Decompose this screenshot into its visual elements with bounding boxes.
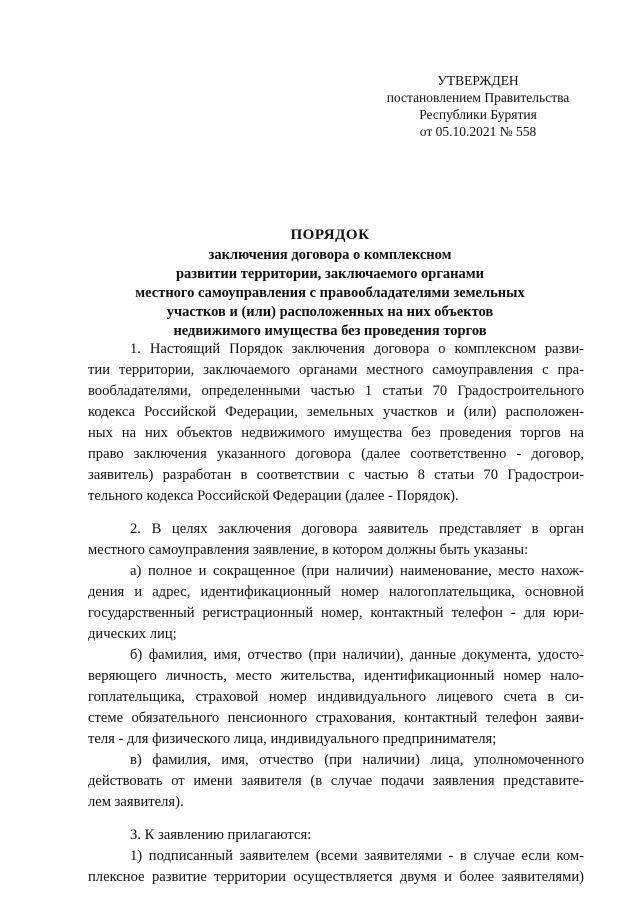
item-b-line: стеме обязательного пенсионного страхования, контактный телефон заяви- xyxy=(88,710,584,726)
approval-date-number: от 05.10.2021 № 558 xyxy=(419,124,537,139)
item-b-line: б) фамилия, имя, отчество (при наличии), данные документа, удосто- xyxy=(130,647,584,663)
title-line: недвижимого имущества без проведения торгов xyxy=(173,323,487,339)
paragraph-2-line: местного самоуправления заявление, в котором должны быть указаны: xyxy=(88,542,529,558)
item-b-line: гоплательщика, страховой номер индивидуального лицевого счета в си- xyxy=(88,689,584,705)
title-line: развитии территории, заключаемого органами xyxy=(175,266,484,282)
item-a-line: государственный регистрационный номер, контактный телефон - для юри- xyxy=(88,605,584,621)
item-1-line: плексное развитие территории осуществляется двумя и более заявителями) xyxy=(88,869,584,885)
paragraph-1-line: заявитель) разработан в соответствии с частью 8 статьи 70 Градострои- xyxy=(88,467,584,483)
approval-line: постановлением Правительства xyxy=(386,90,570,105)
item-1-line: 1) подписанный заявителем (всеми заявителями - в случае если ком- xyxy=(130,848,584,864)
paragraph-1-line: ных на них объектов недвижимого имущества без проведения торгов на xyxy=(88,425,584,441)
paragraph-1-line: 1. Настоящий Порядок заключения договора о комплексном разви- xyxy=(130,341,584,357)
paragraph-1-line: тельного кодекса Российской Федерации (далее - Порядок). xyxy=(88,488,459,504)
item-v-line: лем заявителя). xyxy=(88,794,184,810)
title-line: участков и (или) расположенных на них объектов xyxy=(166,304,494,320)
approval-line: Республики Бурятия xyxy=(419,107,537,122)
item-b-line: веряющего личность, место жительства, идентификационный номер нало- xyxy=(88,668,584,684)
paragraph-1-line: вообладателями, определенными частью 1 статьи 70 Градостроительного xyxy=(88,383,584,399)
approval-stamp xyxy=(372,72,584,140)
item-a-line: а) полное и сокращенное (при наличии) наименование, место нахож- xyxy=(130,563,584,579)
paragraph-1-line: кодекса Российской Федерации, земельных участков и (или) расположен- xyxy=(88,404,584,420)
title-line: заключения договора о комплексном xyxy=(208,247,452,263)
item-v-line: в) фамилия, имя, отчество (при наличии) лица, уполномоченного xyxy=(130,752,584,768)
paragraph-1-line: тии территории, заключаемого органами местного самоуправления с пра- xyxy=(88,362,584,378)
item-v-line: действовать от имени заявителя (в случае подачи заявления представите- xyxy=(88,773,584,789)
paragraph-1-line: право заключения указанного договора (далее соответственно - договор, xyxy=(88,446,584,462)
item-a-line: дения и адрес, идентификационный номер налогоплательщика, основной xyxy=(88,584,584,600)
title-main: ПОРЯДОК xyxy=(290,227,370,243)
title-line: местного самоуправления с правообладателями земельных xyxy=(135,285,525,301)
paragraph-2-line: 2. В целях заключения договора заявитель представляет в орган xyxy=(130,521,584,537)
paragraph-3-line: 3. К заявлению прилагаются: xyxy=(130,827,312,843)
document-title xyxy=(100,226,560,341)
item-a-line: дических лиц; xyxy=(88,626,177,642)
item-b-line: теля - для физического лица, индивидуального предпринимателя; xyxy=(88,731,497,747)
approval-heading: УТВЕРЖДЕН xyxy=(437,73,519,88)
